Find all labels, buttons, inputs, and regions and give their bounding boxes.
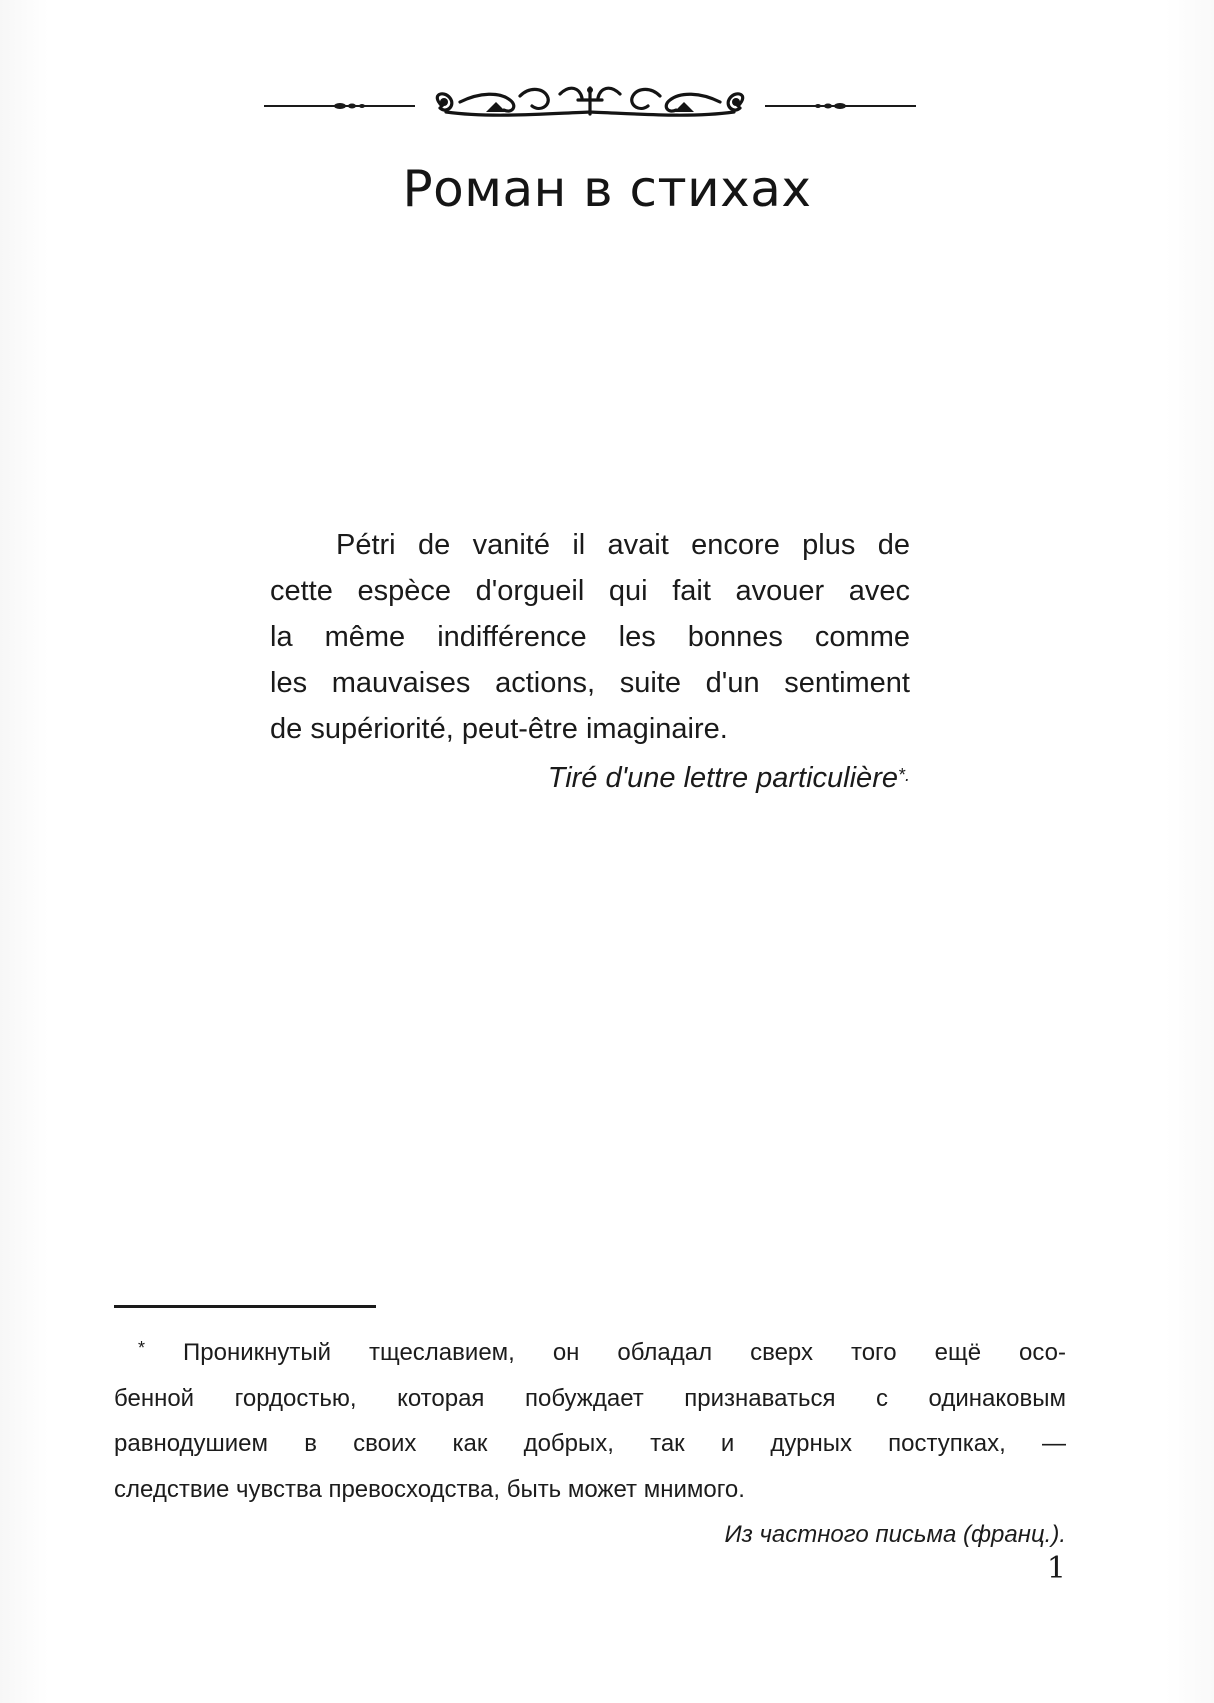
footnote — [114, 1326, 1066, 1558]
footnote-line: следствие чувства превосходства, быть может мнимого. — [114, 1475, 745, 1503]
page-number: 1 — [1046, 1551, 1066, 1586]
footnote-source: Из частного письма (франц.). — [724, 1521, 1066, 1548]
epigraph-line: cette espèce d'orgueil qui fait avouer avec — [270, 575, 910, 607]
decorative-vignette-icon — [260, 84, 920, 134]
epigraph-line: la même indifférence les bonnes comme — [270, 621, 910, 653]
epigraph — [270, 522, 910, 801]
footnote-line: равнодушием в своих как добрых, так и дурных поступках, — — [114, 1430, 1066, 1457]
footnote-divider — [114, 1305, 376, 1308]
epigraph-source-text: Tiré d'une lettre particulière — [547, 762, 898, 794]
epigraph-line: de supériorité, peut-être imaginaire. — [270, 713, 728, 745]
footnote-line — [114, 1326, 1066, 1376]
footnote-reference-mark: *. — [897, 765, 910, 785]
epigraph-line: les mauvaises actions, suite d'un sentiment — [270, 667, 910, 699]
page-title: Роман в стихах — [402, 160, 812, 218]
epigraph-source — [270, 752, 910, 801]
epigraph-line: Pétri de vanité il avait encore plus de — [336, 529, 910, 561]
footnote-line: бенной гордостью, которая побуждает признаваться с одинаковым — [114, 1384, 1066, 1412]
footnote-mark: * — [138, 1338, 146, 1358]
footnote-line-text: Проникнутый тщеславием, он обладал сверх того ещё осо- — [183, 1339, 1066, 1366]
